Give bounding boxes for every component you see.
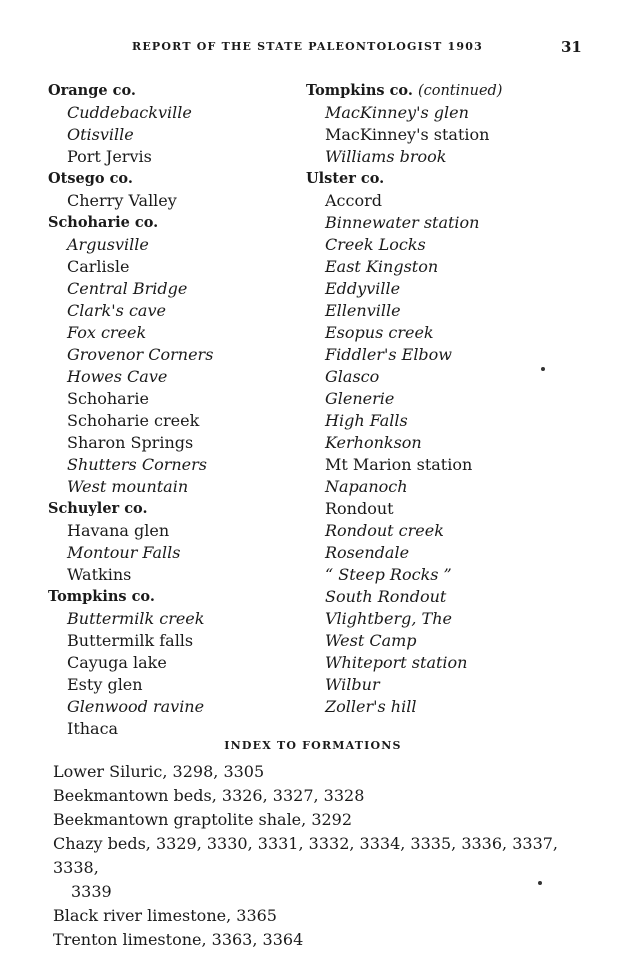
entry-text: Zoller's hill bbox=[325, 697, 417, 716]
entry-text: Ithaca bbox=[67, 719, 119, 738]
locality-entry bbox=[306, 190, 586, 212]
entry-text: Glenerie bbox=[325, 389, 395, 408]
entry-text: Binnewater station bbox=[325, 213, 480, 232]
entry-text: Cayuga lake bbox=[67, 653, 167, 672]
locality-entry bbox=[48, 388, 328, 410]
locality-entry bbox=[48, 278, 328, 300]
entry-text: Orange co. bbox=[48, 82, 136, 99]
locality-entry bbox=[306, 146, 586, 168]
locality-entry bbox=[306, 586, 586, 608]
county-heading bbox=[306, 168, 586, 190]
county-heading bbox=[48, 212, 328, 234]
index-entry bbox=[53, 784, 598, 808]
entry-text: Schoharie bbox=[67, 389, 149, 408]
county-heading bbox=[48, 80, 328, 102]
locality-entry bbox=[306, 476, 586, 498]
locality-entry bbox=[48, 410, 328, 432]
locality-entry bbox=[306, 278, 586, 300]
locality-entry bbox=[48, 674, 328, 696]
locality-entry bbox=[306, 124, 586, 146]
entry-text: Port Jervis bbox=[67, 147, 152, 166]
county-heading bbox=[48, 168, 328, 190]
entry-text: Tompkins co. bbox=[306, 82, 413, 99]
locality-entry bbox=[306, 652, 586, 674]
entry-text: East Kingston bbox=[325, 257, 439, 276]
entry-text: Creek Locks bbox=[325, 235, 426, 254]
entry-text: Vlightberg, The bbox=[325, 609, 452, 628]
running-title: REPORT OF THE STATE PALEONTOLOGIST 1903 bbox=[132, 40, 483, 53]
index-entry-text: Beekmantown beds, 3326, 3327, 3328 bbox=[53, 786, 365, 805]
entry-text: West mountain bbox=[67, 477, 189, 496]
entry-text: Williams brook bbox=[325, 147, 447, 166]
entry-text: Central Bridge bbox=[67, 279, 188, 298]
entry-text: Ellenville bbox=[325, 301, 401, 320]
county-heading bbox=[306, 80, 586, 102]
index-entry bbox=[53, 928, 598, 952]
locality-entry bbox=[48, 520, 328, 542]
entry-text: Grovenor Corners bbox=[67, 345, 214, 364]
locality-entry bbox=[48, 300, 328, 322]
entry-text: Fox creek bbox=[67, 323, 147, 342]
locality-entry bbox=[306, 630, 586, 652]
entry-text: MacKinney's glen bbox=[325, 103, 469, 122]
locality-entry bbox=[48, 322, 328, 344]
locality-entry bbox=[48, 146, 328, 168]
entry-text: Cuddebackville bbox=[67, 103, 192, 122]
entry-text: Wilbur bbox=[325, 675, 380, 694]
locality-entry bbox=[48, 608, 328, 630]
locality-entry bbox=[306, 674, 586, 696]
index-entry-text: Chazy beds, 3329, 3330, 3331, 3332, 3334, 3335, 3336, 3337, 3338, bbox=[53, 834, 559, 877]
scan-speck bbox=[538, 881, 542, 885]
index-entry-text: Black river limestone, 3365 bbox=[53, 906, 277, 925]
formations-index bbox=[53, 760, 598, 952]
locality-entry bbox=[306, 410, 586, 432]
index-entry bbox=[53, 808, 598, 832]
locality-entry bbox=[48, 476, 328, 498]
county-heading bbox=[48, 498, 328, 520]
scan-speck bbox=[541, 367, 545, 371]
locality-entry bbox=[48, 344, 328, 366]
left-locality-column bbox=[48, 80, 328, 740]
index-heading: INDEX TO FORMATIONS bbox=[224, 739, 402, 752]
entry-text: West Camp bbox=[325, 631, 417, 650]
locality-entry bbox=[48, 256, 328, 278]
locality-entry bbox=[48, 454, 328, 476]
entry-text: Sharon Springs bbox=[67, 433, 194, 452]
page-header bbox=[0, 38, 626, 60]
locality-entry bbox=[48, 124, 328, 146]
locality-entry bbox=[306, 696, 586, 718]
right-locality-column bbox=[306, 80, 586, 718]
entry-text: Rondout creek bbox=[325, 521, 444, 540]
locality-entry bbox=[306, 608, 586, 630]
index-entry-continuation: 3339 bbox=[71, 882, 112, 901]
county-heading bbox=[48, 586, 328, 608]
entry-text: Schoharie creek bbox=[67, 411, 200, 430]
entry-text: Napanoch bbox=[325, 477, 408, 496]
entry-text: Fiddler's Elbow bbox=[325, 345, 452, 364]
entry-text: Mt Marion station bbox=[325, 455, 473, 474]
entry-text: Glasco bbox=[325, 367, 380, 386]
entry-text: Watkins bbox=[67, 565, 132, 584]
index-entry-text: Lower Siluric, 3298, 3305 bbox=[53, 762, 265, 781]
entry-text: Accord bbox=[325, 191, 382, 210]
entry-text: High Falls bbox=[325, 411, 408, 430]
entry-text: MacKinney's station bbox=[325, 125, 490, 144]
locality-entry bbox=[306, 498, 586, 520]
locality-entry bbox=[306, 564, 586, 586]
entry-text: Tompkins co. bbox=[48, 588, 155, 605]
locality-entry bbox=[306, 542, 586, 564]
entry-text: Argusville bbox=[67, 235, 149, 254]
index-entry-text: Beekmantown graptolite shale, 3292 bbox=[53, 810, 353, 829]
entry-text: Montour Falls bbox=[67, 543, 181, 562]
locality-entry bbox=[48, 102, 328, 124]
entry-text: Shutters Corners bbox=[67, 455, 207, 474]
entry-text: Buttermilk falls bbox=[67, 631, 194, 650]
entry-text: Rosendale bbox=[325, 543, 410, 562]
locality-entry bbox=[48, 234, 328, 256]
entry-text: Cherry Valley bbox=[67, 191, 177, 210]
locality-entry bbox=[306, 432, 586, 454]
entry-text: Buttermilk creek bbox=[67, 609, 205, 628]
locality-entry bbox=[306, 102, 586, 124]
index-entry bbox=[53, 904, 598, 928]
entry-text: Glenwood ravine bbox=[67, 697, 205, 716]
locality-entry bbox=[48, 190, 328, 212]
entry-text: Schoharie co. bbox=[48, 214, 159, 231]
locality-entry bbox=[48, 564, 328, 586]
index-entry bbox=[53, 832, 598, 904]
page-number: 31 bbox=[561, 38, 582, 56]
locality-entry bbox=[48, 542, 328, 564]
locality-entry bbox=[48, 432, 328, 454]
entry-text: Ulster co. bbox=[306, 170, 385, 187]
entry-text: Whiteport station bbox=[325, 653, 468, 672]
entry-text: Kerhonkson bbox=[325, 433, 422, 452]
locality-entry bbox=[48, 366, 328, 388]
entry-text: Esty glen bbox=[67, 675, 143, 694]
entry-text: Schuyler co. bbox=[48, 500, 148, 517]
entry-text: Havana glen bbox=[67, 521, 170, 540]
entry-text: “ Steep Rocks ” bbox=[325, 565, 452, 584]
index-entry bbox=[53, 760, 598, 784]
locality-entry bbox=[306, 454, 586, 476]
locality-entry bbox=[306, 520, 586, 542]
entry-text: Carlisle bbox=[67, 257, 130, 276]
entry-text: Rondout bbox=[325, 499, 394, 518]
locality-entry bbox=[306, 234, 586, 256]
locality-entry bbox=[48, 630, 328, 652]
entry-text: South Rondout bbox=[325, 587, 447, 606]
entry-text: Eddyville bbox=[325, 279, 401, 298]
entry-text: Clark's cave bbox=[67, 301, 166, 320]
locality-entry bbox=[306, 300, 586, 322]
index-entry-text: Trenton limestone, 3363, 3364 bbox=[53, 930, 304, 949]
entry-text: Howes Cave bbox=[67, 367, 168, 386]
entry-text: Otisville bbox=[67, 125, 134, 144]
locality-entry bbox=[306, 322, 586, 344]
locality-entry bbox=[306, 256, 586, 278]
entry-text: Esopus creek bbox=[325, 323, 434, 342]
locality-entry bbox=[306, 344, 586, 366]
locality-entry bbox=[48, 718, 328, 740]
locality-entry bbox=[306, 388, 586, 410]
locality-entry bbox=[48, 652, 328, 674]
entry-text: Otsego co. bbox=[48, 170, 133, 187]
locality-entry bbox=[306, 212, 586, 234]
locality-entry bbox=[48, 696, 328, 718]
continued-note: (continued) bbox=[417, 83, 503, 99]
